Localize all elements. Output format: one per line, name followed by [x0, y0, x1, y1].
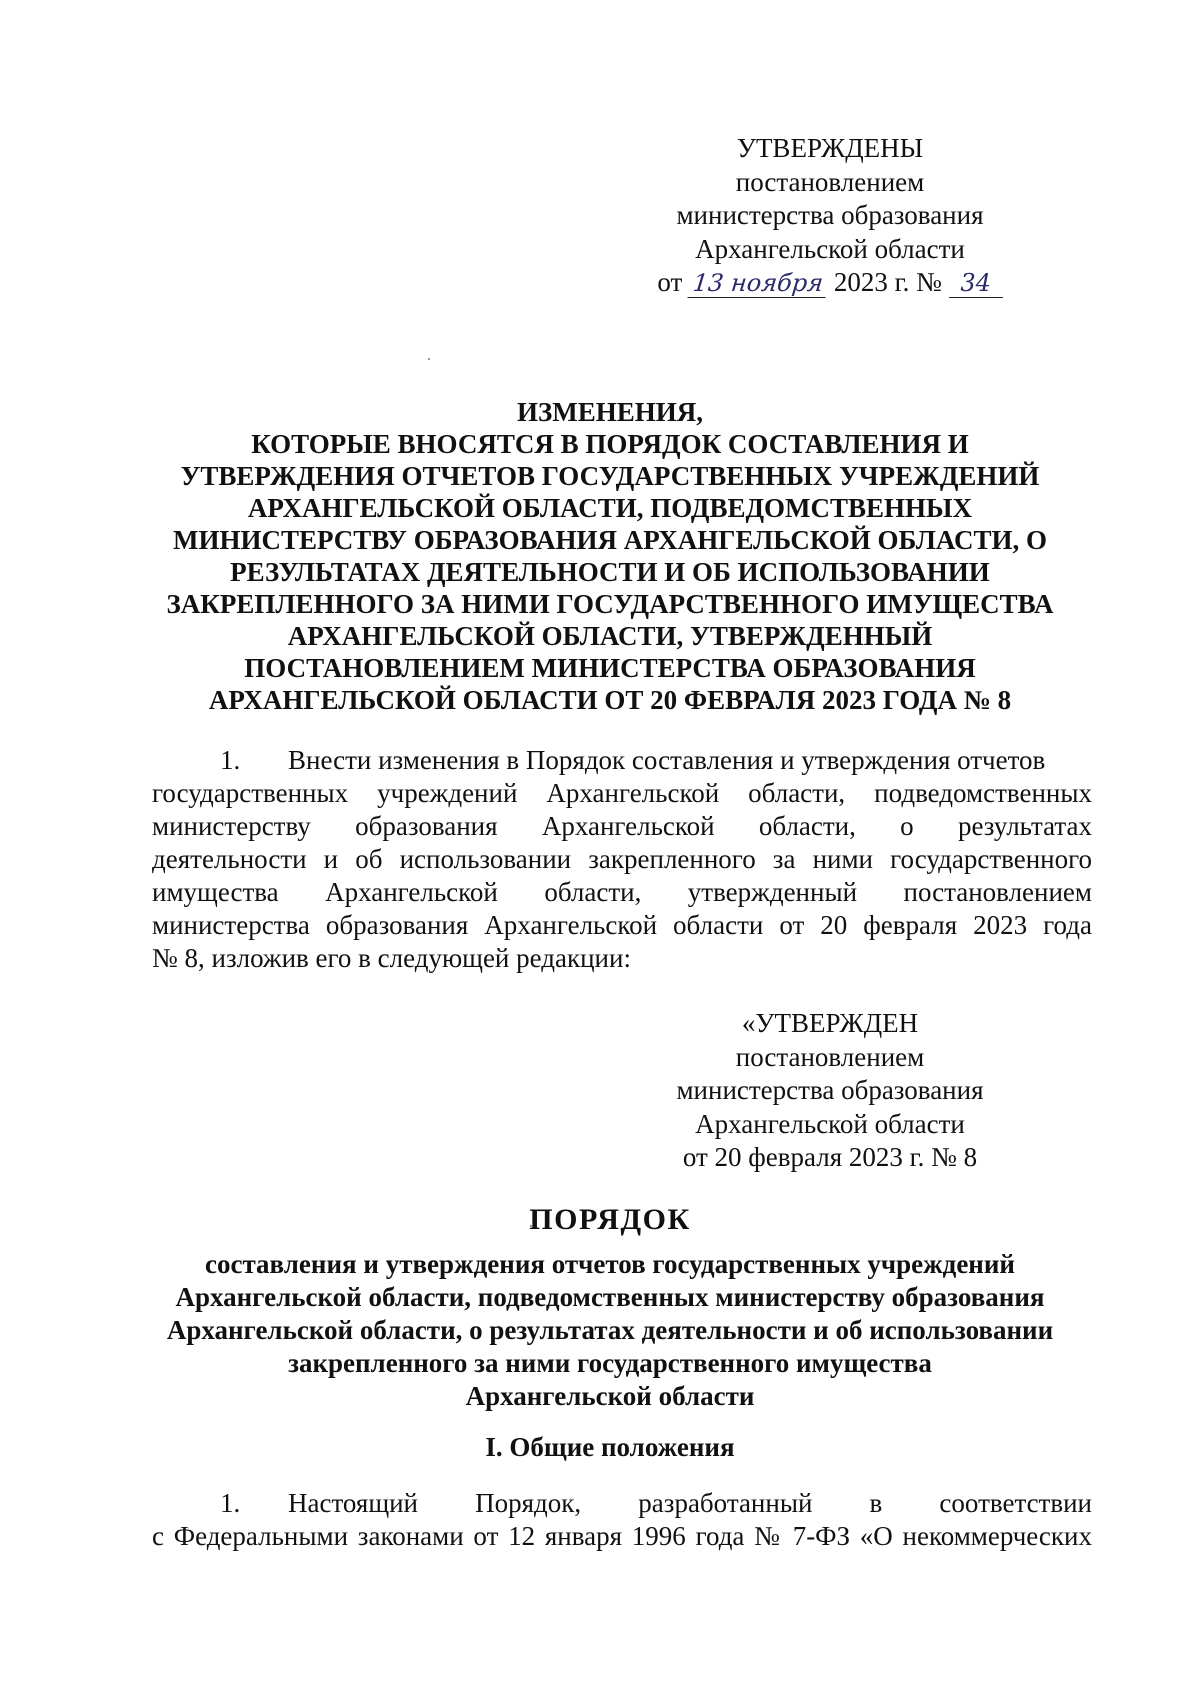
approval2-line-4: от 20 февраля 2023 г. № 8	[682, 1142, 978, 1172]
handwritten-number: 34	[949, 269, 1003, 298]
title-line: РЕЗУЛЬТАТАХ ДЕЯТЕЛЬНОСТИ И ОБ ИСПОЛЬЗОВАНИИ	[230, 557, 990, 587]
paragraph-line: деятельности и об использовании закрепленного за ними государственного	[152, 844, 1092, 874]
approval-date-line	[640, 266, 1020, 300]
handwritten-date: 13 ноября	[688, 269, 829, 298]
paragraph-line	[152, 744, 1092, 777]
scan-speck	[428, 358, 430, 360]
paragraph-line: министерства образования Архангельской области от 20 февраля 2023 года	[152, 910, 1092, 940]
approval-from-prefix: от	[657, 267, 683, 297]
order-subtitle-line: Архангельской области	[465, 1381, 755, 1411]
title-line: АРХАНГЕЛЬСКОЙ ОБЛАСТИ, УТВЕРЖДЕННЫЙ	[287, 621, 933, 651]
title-line: АРХАНГЕЛЬСКОЙ ОБЛАСТИ, ПОДВЕДОМСТВЕННЫХ	[247, 493, 973, 523]
order-subtitle-line: составления и утверждения отчетов государственных учреждений	[205, 1249, 1015, 1279]
approval-line-2: министерства образования	[676, 200, 984, 230]
section-heading: I. Общие положения	[485, 1432, 735, 1462]
paragraph-number: 1.	[220, 745, 241, 775]
order-subtitle-line: закрепленного за ними государственного имущества	[288, 1348, 932, 1378]
title-line: АРХАНГЕЛЬСКОЙ ОБЛАСТИ ОТ 20 ФЕВРАЛЯ 2023 ГОДА № 8	[208, 685, 1012, 715]
paragraph-line: министерству образования Архангельской области, о результатах	[152, 811, 1092, 841]
approval-heading: УТВЕРЖДЕНЫ	[736, 133, 924, 163]
paragraph-line: № 8, изложив его в следующей редакции:	[152, 943, 631, 973]
title-line: УТВЕРЖДЕНИЯ ОТЧЕТОВ ГОСУДАРСТВЕННЫХ УЧРЕЖДЕНИЙ	[180, 461, 1040, 491]
title-line: МИНИСТЕРСТВУ ОБРАЗОВАНИЯ АРХАНГЕЛЬСКОЙ ОБЛАСТИ, О	[172, 525, 1048, 555]
approval-line-1: постановлением	[735, 166, 925, 197]
paragraph-line: с Федеральными законами от 12 января 1996 года № 7-ФЗ «О некоммерческих	[152, 1521, 1092, 1551]
paragraph-line-text: Внести изменения в Порядок составления и утверждения отчетов	[288, 745, 1046, 775]
paragraph-2	[152, 1487, 1092, 1553]
title-line: ЗАКРЕПЛЕННОГО ЗА НИМИ ГОСУДАРСТВЕННОГО ИМУЩЕСТВА	[166, 589, 1054, 619]
paragraph-line-text: Настоящий Порядок, разработанный в соответствии	[288, 1488, 1092, 1518]
title-line: КОТОРЫЕ ВНОСЯТСЯ В ПОРЯДОК СОСТАВЛЕНИЯ И	[251, 429, 969, 459]
document-title	[140, 396, 1080, 716]
paragraph-line	[152, 1487, 1092, 1520]
approval2-line-1: постановлением	[735, 1041, 925, 1072]
approval2-line-3: Архангельской области	[695, 1108, 965, 1139]
title-line: ПОСТАНОВЛЕНИЕМ МИНИСТЕРСТВА ОБРАЗОВАНИЯ	[244, 653, 976, 683]
approval-block	[640, 132, 1020, 300]
paragraph-line: имущества Архангельской области, утвержденный постановлением	[152, 877, 1092, 907]
order-subtitle-line: Архангельской области, о результатах деятельности и об использовании	[166, 1315, 1054, 1345]
paragraph-number: 1.	[220, 1488, 241, 1518]
title-line: ИЗМЕНЕНИЯ,	[516, 397, 703, 427]
approval2-heading: «УТВЕРЖДЕН	[741, 1008, 919, 1038]
approval-block-2	[640, 1007, 1020, 1175]
approval-year-text: 2023 г. №	[833, 267, 942, 297]
order-subtitle	[140, 1248, 1080, 1413]
approval-line-3: Архангельской области	[695, 233, 965, 264]
order-subtitle-line: Архангельской области, подведомственных министерству образования	[175, 1282, 1045, 1312]
paragraph-line: государственных учреждений Архангельской области, подведомственных	[152, 778, 1092, 808]
approval2-line-2: министерства образования	[676, 1075, 984, 1105]
order-heading: ПОРЯДОК	[529, 1203, 691, 1236]
paragraph-1	[152, 744, 1092, 975]
